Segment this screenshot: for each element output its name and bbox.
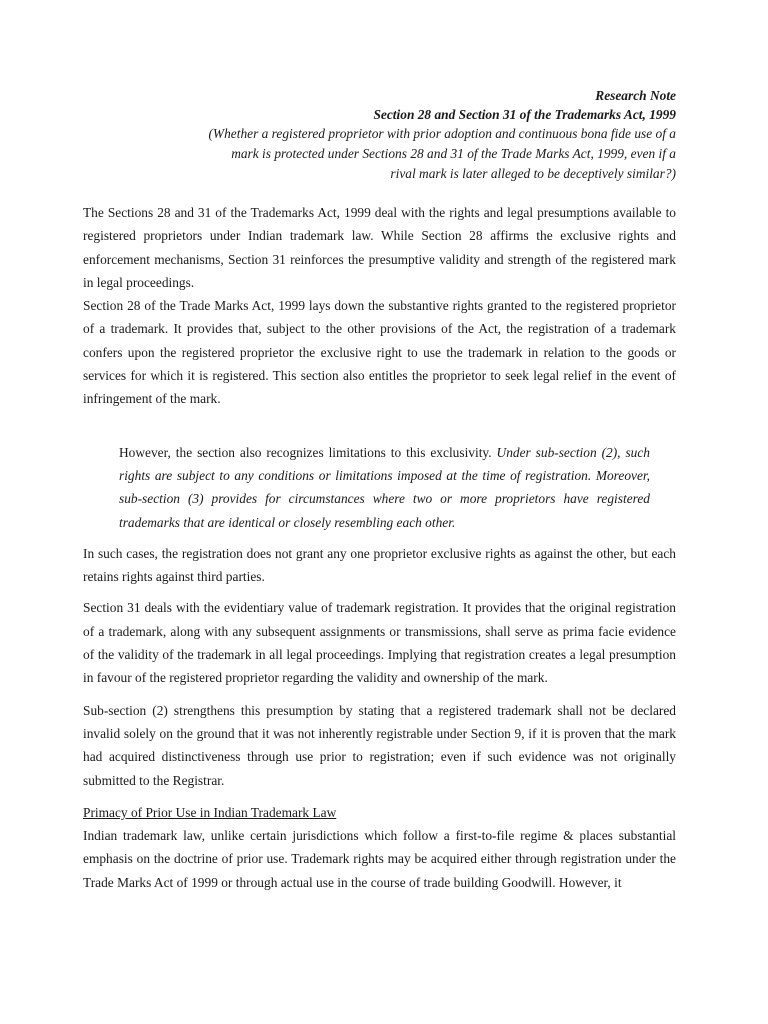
quote-italic-text: Under sub-section (2), such rights are subject to any conditions or limitations imposed at the time of registration. Moreover, sub-section (3) provides for circumstances where two or more proprietors have registered trademarks that are identical or closely resembling each other.	[119, 444, 650, 530]
section-28-paragraph: Section 28 of the Trade Marks Act, 1999 lays down the substantive rights granted to the registered proprietor of a trademark. It provides that, subject to the other provisions of the Act, the registration of a trademark confers upon the registered proprietor the exclusive right to use the trademark in relation to the goods or services for which it is registered. This section also entitles the proprietor to seek legal relief in the event of infringement of the mark.	[83, 298, 676, 407]
section-31-paragraph: Section 31 deals with the evidentiary value of trademark registration. It provides that the original registration of a trademark, along with any subsequent assignments or transmissions, shall serve as prima facie evidence of the validity of the trademark in all legal proceedings. Implying that registration creates a legal presumption in favour of the registered proprietor regarding the validity and ownership of the mark.	[83, 600, 676, 686]
intro-paragraph: The Sections 28 and 31 of the Trademarks Act, 1999 deal with the rights and legal presumptions available to registered proprietors under Indian trademark law. While Section 28 affirms the exclusive rights and enforcement mechanisms, Section 31 reinforces the presumptive validity and strength of the registered mark in legal proceedings.	[83, 205, 676, 290]
quote-plain-text: However, the section also recognizes limitations to this exclusivity.	[119, 444, 497, 460]
section-subheading: Primacy of Prior Use in Indian Trademark Law	[83, 804, 337, 820]
such-cases-paragraph: In such cases, the registration does not grant any one proprietor exclusive rights as against the other, but each retains rights against third parties.	[83, 545, 676, 585]
document-header	[76, 86, 676, 184]
document-subtitle	[76, 124, 676, 184]
document-body	[83, 201, 676, 894]
subtitle-line: rival mark is later alleged to be deceptively similar?)	[390, 166, 676, 181]
subsection-2-paragraph: Sub-section (2) strengthens this presumption by stating that a registered trademark shall not be declared invalid solely on the ground that it was not inherently registrable under Section 9, if it is proven that the mark had acquired distinctiveness through use prior to registration; even if such evidence was not originally submitted to the Registrar.	[83, 702, 676, 788]
block-quote	[119, 441, 650, 534]
document-title: Section 28 and Section 31 of the Trademarks Act, 1999	[373, 107, 676, 122]
subtitle-line: mark is protected under Sections 28 and 31 of the Trade Marks Act, 1999, even if a	[231, 146, 676, 161]
subtitle-line: (Whether a registered proprietor with prior adoption and continuous bona fide use of a	[208, 126, 676, 141]
prior-use-paragraph: Indian trademark law, unlike certain jurisdictions which follow a first-to-file regime & places substantial emphasis on the doctrine of prior use. Trademark rights may be acquired either through registration under the Trade Marks Act of 1999 or through actual use in the course of trade building Goodwill. However, it	[83, 828, 676, 890]
research-note-label: Research Note	[595, 88, 676, 103]
